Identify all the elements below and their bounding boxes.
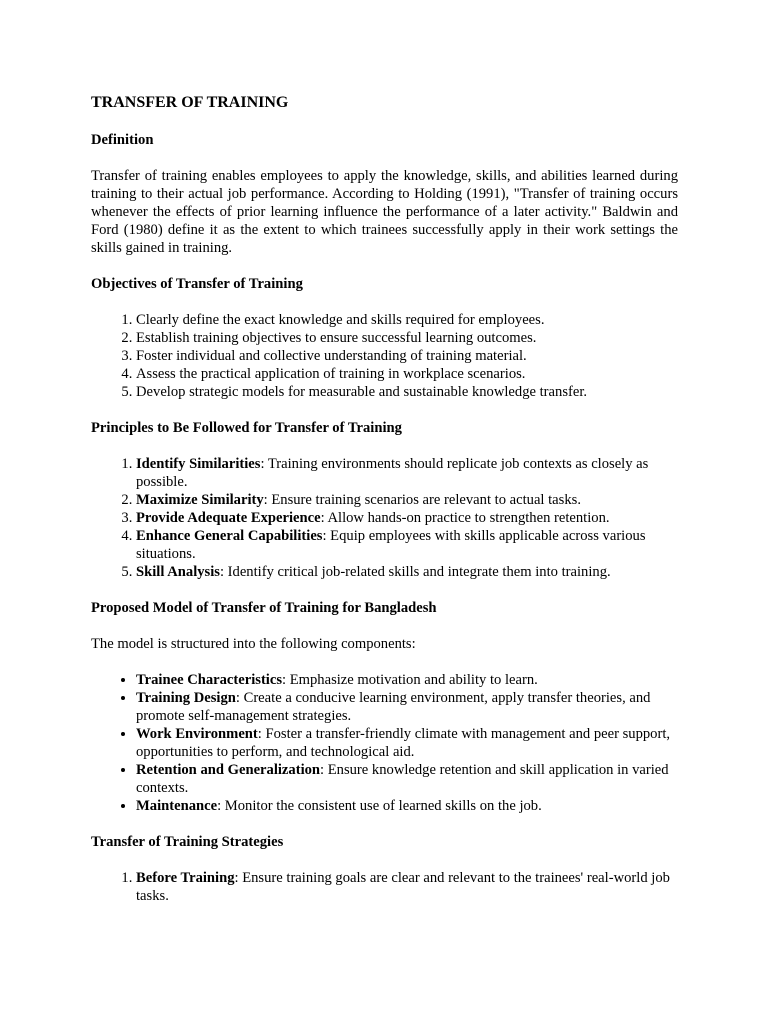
list-item — [136, 509, 678, 527]
strategies-list — [91, 869, 678, 905]
item-desc: : Foster a transfer-friendly climate with management and peer support, opportunities to perform, and technological aid. — [136, 726, 671, 760]
item-term: Provide Adequate Experience — [136, 510, 321, 526]
item-desc: : Monitor the consistent use of learned skills on the job. — [217, 798, 542, 814]
model-intro: The model is structured into the following components: — [91, 636, 416, 652]
item-desc: : Ensure knowledge retention and skill application in varied contexts. — [136, 762, 669, 796]
item-desc: : Ensure training scenarios are relevant to actual tasks. — [263, 492, 581, 508]
item-term: Trainee Characteristics — [136, 672, 283, 688]
list-item: 4. Assess the practical application of training in workplace scenarios. — [136, 365, 678, 383]
principles-heading: Principles to Be Followed for Transfer of Training — [91, 420, 402, 436]
list-item — [136, 671, 678, 689]
item-desc: : Allow hands-on practice to strengthen retention. — [320, 510, 610, 526]
list-item — [136, 563, 678, 581]
model-components-list — [91, 671, 678, 815]
item-term: Maximize Similarity — [136, 492, 264, 508]
list-item: 2. Establish training objectives to ensure successful learning outcomes. — [136, 329, 678, 347]
model-heading: Proposed Model of Transfer of Training for Bangladesh — [91, 600, 437, 616]
item-term: Work Environment — [136, 726, 258, 742]
list-item — [136, 761, 678, 797]
list-item — [136, 725, 678, 761]
item-desc: : Training environments should replicate job contexts as closely as possible. — [136, 456, 649, 490]
list-item: 5. Develop strategic models for measurable and sustainable knowledge transfer. — [136, 383, 678, 401]
list-item: 3. Foster individual and collective understanding of training material. — [136, 347, 678, 365]
document-title: TRANSFER OF TRAINING — [91, 94, 289, 111]
item-desc: : Ensure training goals are clear and relevant to the trainees' real-world job tasks. — [136, 870, 670, 904]
item-term: Before Training — [136, 870, 235, 886]
objectives-list — [91, 311, 678, 401]
list-item — [136, 527, 678, 563]
objectives-heading: Objectives of Transfer of Training — [91, 276, 303, 292]
item-term: Retention and Generalization — [136, 762, 321, 778]
list-item — [136, 869, 678, 905]
item-term: Skill Analysis — [136, 564, 220, 580]
strategies-heading: Transfer of Training Strategies — [91, 834, 284, 850]
list-item — [136, 491, 678, 509]
item-desc: : Equip employees with skills applicable across various situations. — [136, 528, 646, 562]
item-term: Maintenance — [136, 798, 218, 814]
item-term: Enhance General Capabilities — [136, 528, 323, 544]
item-term: Training Design — [136, 690, 236, 706]
definition-heading: Definition — [91, 132, 154, 148]
list-item — [136, 689, 678, 725]
item-desc: : Identify critical job-related skills and integrate them into training. — [219, 564, 611, 580]
list-item: 1. Clearly define the exact knowledge and skills required for employees. — [136, 311, 678, 329]
list-item — [136, 797, 678, 815]
list-item — [136, 455, 678, 491]
definition-paragraph: Transfer of training enables employees to apply the knowledge, skills, and abilities learned during training to their actual job performance. According to Holding (1991), "Transfer of training occurs whenever the effects of prior learning influence the performance of a later activity." Baldwin and Ford (1980) define it as the extent to which trainees successfully apply in their work settings the skills gained in training. — [91, 168, 678, 256]
item-term: Identify Similarities — [136, 456, 261, 472]
principles-list — [91, 455, 678, 581]
document-page — [91, 93, 678, 923]
item-desc: : Emphasize motivation and ability to learn. — [282, 672, 538, 688]
item-desc: : Create a conducive learning environment, apply transfer theories, and promote self-management strategies. — [136, 690, 651, 724]
